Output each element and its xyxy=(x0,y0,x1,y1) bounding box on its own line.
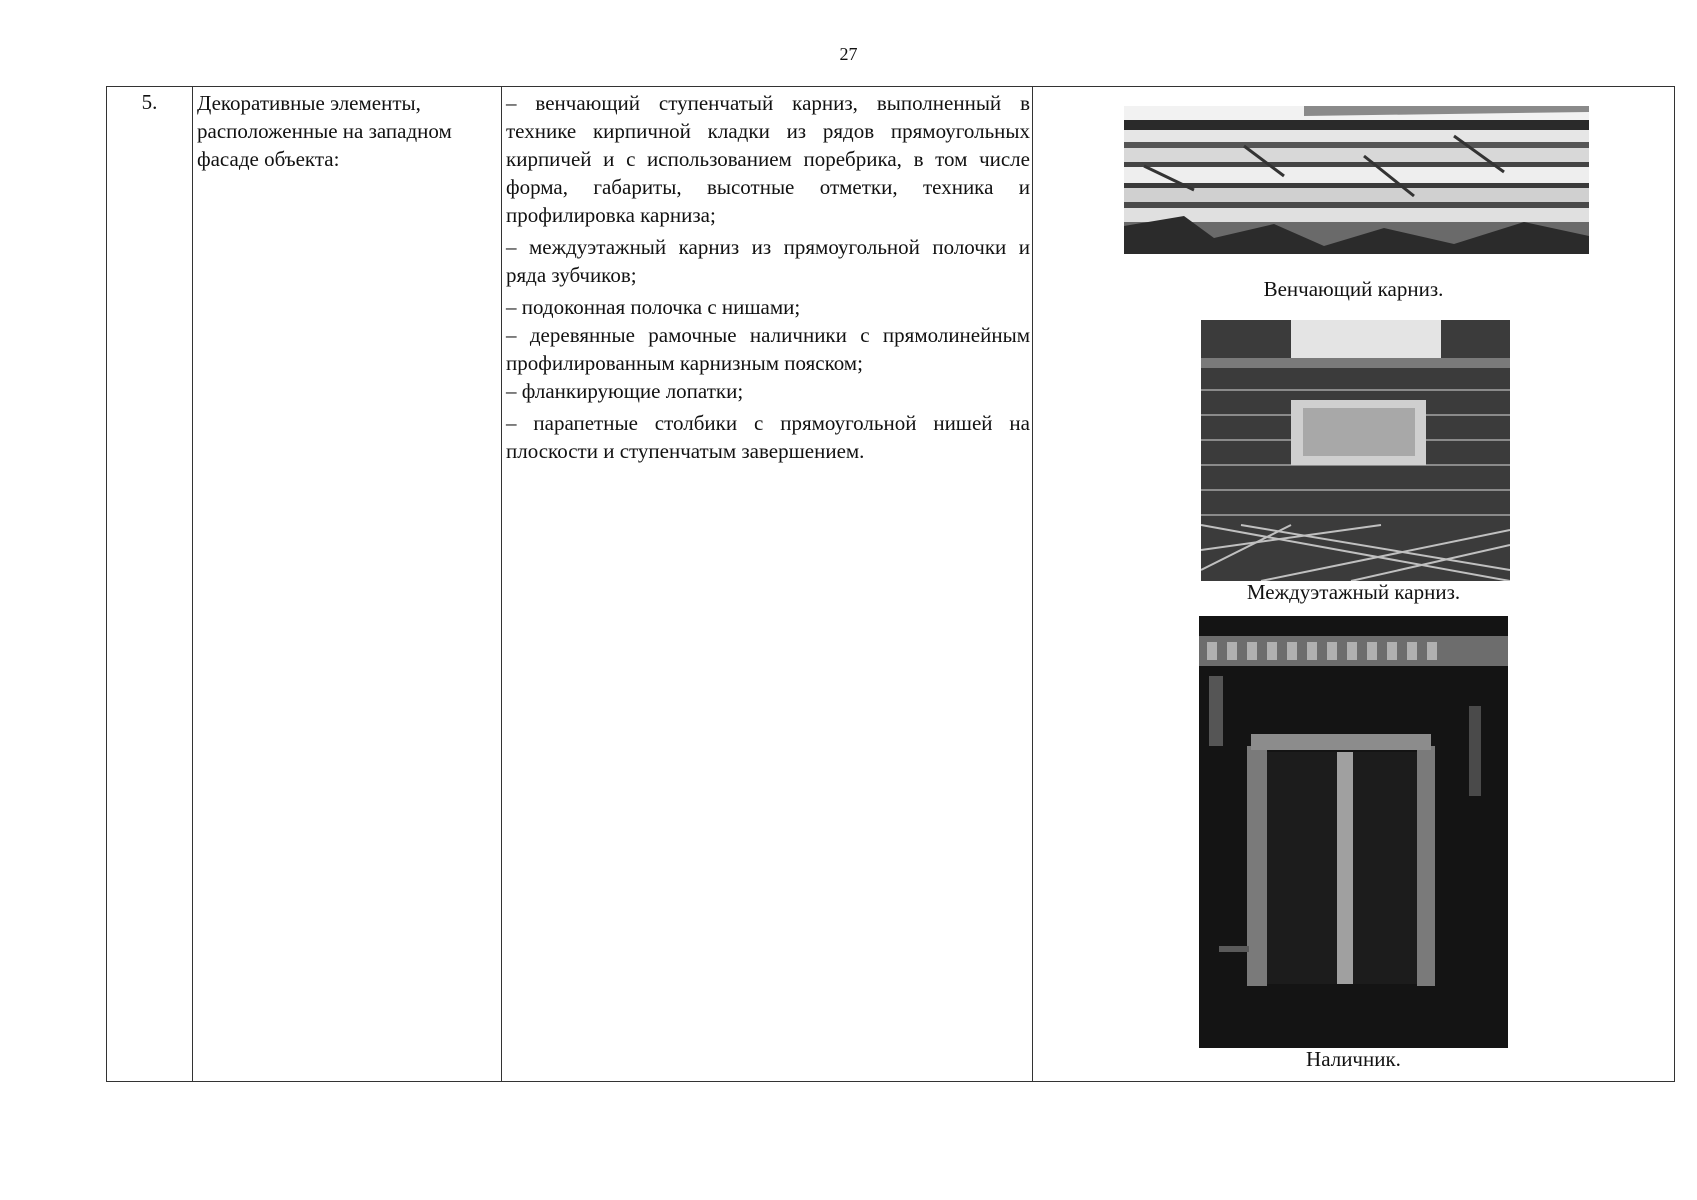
element-description-cell xyxy=(502,87,1033,1082)
element-name-cell xyxy=(193,87,502,1082)
photo-caption: Наличник. xyxy=(1306,1047,1401,1071)
photo-interfloor-cornice xyxy=(1201,320,1510,581)
heritage-elements-table xyxy=(106,86,1675,1082)
photo-window-architrave xyxy=(1199,616,1508,1048)
photo-cell xyxy=(1033,87,1675,1082)
page-number: 27 xyxy=(839,44,858,64)
list-item: – междуэтажный карниз из прямоугольной полочки и ряда зубчиков; xyxy=(506,235,1030,287)
element-name: Декоративные элементы, расположенные на западном фасаде объекта: xyxy=(197,91,452,171)
list-item: – фланкирующие лопатки; xyxy=(506,379,744,403)
list-item: – венчающий ступенчатый карниз, выполненный в технике кирпичной кладки из рядов прямоугольных кирпичей и с использованием поребрика, в том числе форма, габариты, высотные отметки, техника и профилировка карниза; xyxy=(506,91,1030,227)
row-number-cell xyxy=(107,87,193,1082)
list-item: – подоконная полочка с нишами; xyxy=(506,295,801,319)
photo-caption: Венчающий карниз. xyxy=(1263,277,1444,301)
list-item: – деревянные рамочные наличники с прямолинейным профилированным карнизным пояском; xyxy=(506,323,1030,375)
table-row xyxy=(107,87,1675,1082)
photo-caption: Междуэтажный карниз. xyxy=(1246,580,1461,604)
row-number: 5. xyxy=(141,90,158,114)
list-item: – парапетные столбики с прямоугольной нишей на плоскости и ступенчатым завершением. xyxy=(506,411,1030,463)
photo-crowning-cornice xyxy=(1124,106,1589,254)
